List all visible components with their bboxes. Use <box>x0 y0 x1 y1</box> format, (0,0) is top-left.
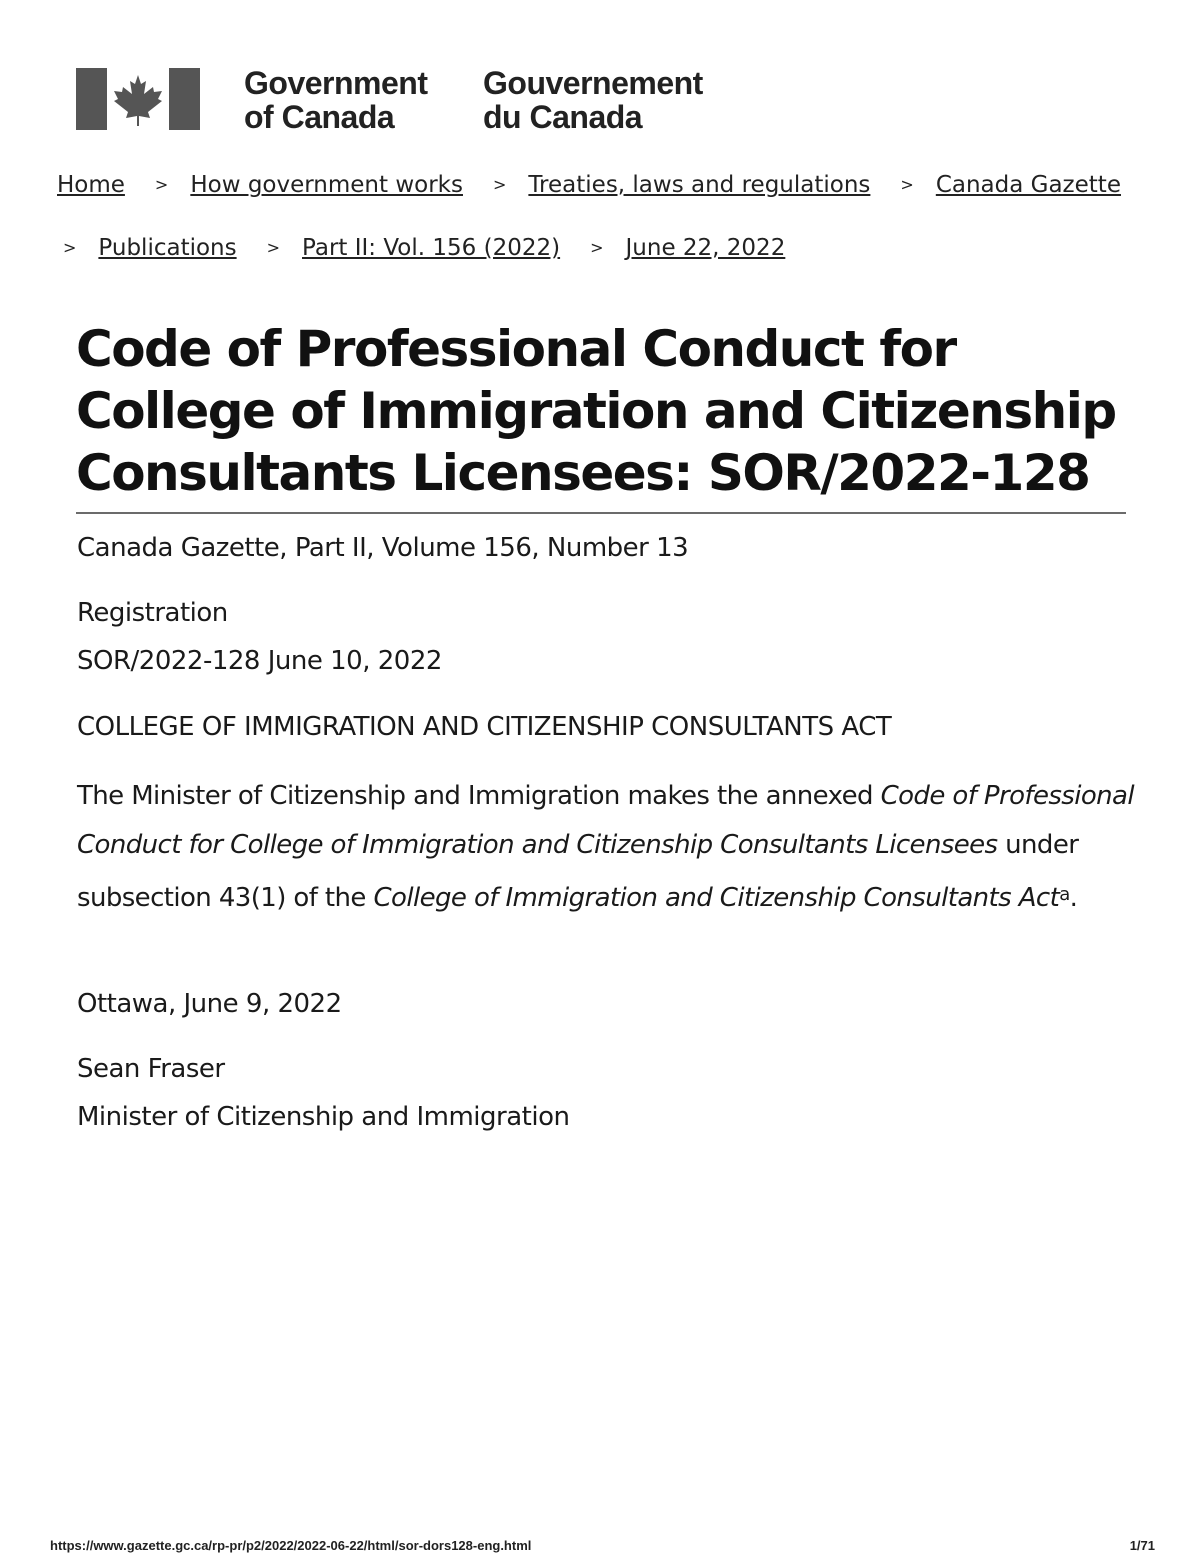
signatory-name: Sean Fraser <box>77 1054 225 1084</box>
breadcrumb-part-ii-vol-156[interactable]: Part II: Vol. 156 (2022) <box>302 235 561 261</box>
gouvernement-du-canada-wordmark[interactable] <box>483 66 703 134</box>
act-heading: COLLEGE OF IMMIGRATION AND CITIZENSHIP CONSULTANTS ACT <box>77 712 892 742</box>
breadcrumb-canada-gazette[interactable]: Canada Gazette <box>935 172 1121 198</box>
gazette-reference: Canada Gazette, Part II, Volume 156, Number 13 <box>77 533 689 563</box>
breadcrumb-treaties-laws-regulations[interactable]: Treaties, laws and regulations <box>528 172 871 198</box>
breadcrumb-june-22-2022[interactable]: June 22, 2022 <box>625 235 786 261</box>
breadcrumb-separator: > <box>900 175 914 194</box>
breadcrumb-publications[interactable]: Publications <box>98 235 237 261</box>
government-of-canada-wordmark[interactable] <box>244 66 427 134</box>
page-title: Code of Professional Conduct for College of Immigration and Citizenship Consultants Licensees: SOR/2022-128 <box>76 320 1116 502</box>
signatory-title: Minister of Citizenship and Immigration <box>77 1102 570 1132</box>
page-number: 1/71 <box>1129 1538 1155 1553</box>
registration-value: SOR/2022-128 June 10, 2022 <box>77 646 442 676</box>
place-date: Ottawa, June 9, 2022 <box>77 989 342 1019</box>
gov-en-line1: Government <box>244 65 428 101</box>
gov-fr-line2: du Canada <box>483 99 643 135</box>
registration-label: Registration <box>77 598 228 628</box>
act-title-italic: College of Immigration and Citizenship Consultants Act <box>373 883 1060 913</box>
footnote-link[interactable]: a <box>1059 884 1070 905</box>
breadcrumb-separator: > <box>590 238 604 257</box>
gov-fr-line1: Gouvernement <box>483 65 703 101</box>
gov-en-line2: of Canada <box>244 99 395 135</box>
title-divider <box>76 512 1126 514</box>
code-title-italic: Code of Professional Conduct for College of Immigration and Citizenship Consultants Licensees <box>77 781 1134 860</box>
breadcrumb <box>57 172 1121 198</box>
breadcrumb-separator: > <box>266 238 281 257</box>
breadcrumb-continued <box>63 235 785 261</box>
paragraph-end: . <box>1069 883 1078 913</box>
breadcrumb-separator: > <box>492 175 507 194</box>
paragraph-text: The Minister of Citizenship and Immigration makes the annexed <box>77 781 881 811</box>
canada-flag-icon <box>76 68 200 130</box>
enacting-paragraph <box>77 772 1137 923</box>
paragraph-text: under subsection 43(1) of the <box>77 830 1079 913</box>
breadcrumb-separator: > <box>63 238 77 257</box>
breadcrumb-how-government-works[interactable]: How government works <box>190 172 463 198</box>
print-url: https://www.gazette.gc.ca/rp-pr/p2/2022/2022-06-22/html/sor-dors128-eng.html <box>50 1538 532 1553</box>
breadcrumb-home[interactable]: Home <box>57 172 125 198</box>
breadcrumb-separator: > <box>154 175 169 194</box>
